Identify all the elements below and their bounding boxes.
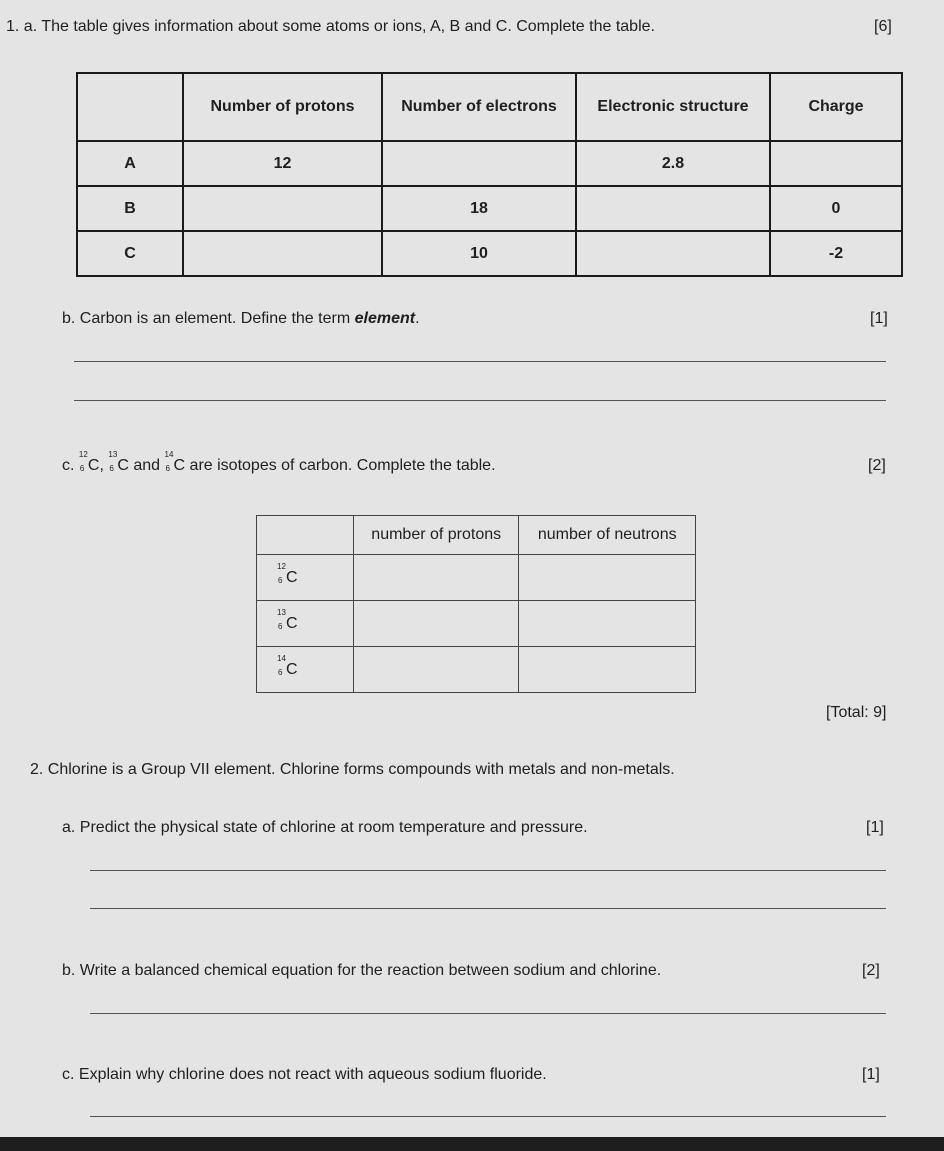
table-cell: B xyxy=(77,186,183,231)
table-row xyxy=(257,601,696,647)
table-cell: -2 xyxy=(770,231,902,276)
answer-line[interactable] xyxy=(74,400,886,401)
mass-number: 12 xyxy=(277,561,286,571)
q1b-marks: [1] xyxy=(870,310,888,327)
q1a-marks: [6] xyxy=(874,18,892,35)
mass-number: 12 xyxy=(78,450,88,459)
isotope-cell xyxy=(257,601,354,647)
q1c-marks: [2] xyxy=(868,457,886,474)
isotope-notation xyxy=(164,450,186,475)
isotope-notation xyxy=(108,450,129,475)
table-row xyxy=(77,141,902,186)
answer-line[interactable] xyxy=(90,870,886,871)
table-cell: A xyxy=(77,141,183,186)
table-cell: C xyxy=(77,231,183,276)
table-cell[interactable] xyxy=(183,231,382,276)
table-cell[interactable] xyxy=(183,186,382,231)
q1c-label: c. xyxy=(62,457,75,474)
table-cell[interactable] xyxy=(354,601,519,647)
q1b-term: element xyxy=(354,310,416,327)
table-cell[interactable] xyxy=(354,555,519,601)
element-symbol: C xyxy=(117,457,129,474)
q1b-text xyxy=(62,310,420,328)
table-header: number of neutrons xyxy=(519,516,696,555)
table-cell[interactable] xyxy=(519,555,696,601)
element-symbol: C xyxy=(286,660,298,678)
element-symbol: C xyxy=(286,568,298,586)
atomic-number: 6 xyxy=(79,464,85,473)
table-cell[interactable] xyxy=(519,647,696,693)
separator: , xyxy=(99,457,104,474)
table-row xyxy=(77,186,902,231)
table-cell[interactable] xyxy=(770,141,902,186)
table-header xyxy=(257,516,354,555)
screen-bezel xyxy=(0,1137,944,1151)
table-header: Number of electrons xyxy=(382,73,576,141)
atomic-number: 6 xyxy=(278,575,283,585)
q2c-marks: [1] xyxy=(862,1066,880,1083)
q1b-text-pre: b. Carbon is an element. Define the term xyxy=(62,310,355,327)
table-cell: 18 xyxy=(382,186,576,231)
mass-number: 13 xyxy=(108,450,118,459)
mass-number: 13 xyxy=(277,607,286,617)
q2a-text: a. Predict the physical state of chlorine at room temperature and pressure. xyxy=(62,819,588,836)
isotopes-table xyxy=(256,515,696,693)
table-cell: 12 xyxy=(183,141,382,186)
q1-stem xyxy=(6,18,655,36)
table-cell: 0 xyxy=(770,186,902,231)
atomic-number: 6 xyxy=(278,667,283,677)
q2b-text: b. Write a balanced chemical equation for the reaction between sodium and chlorine. xyxy=(62,962,662,979)
q2-stem: 2. Chlorine is a Group VII element. Chlorine forms compounds with metals and non-metals. xyxy=(30,761,675,778)
answer-line[interactable] xyxy=(90,1013,886,1014)
q2a-marks: [1] xyxy=(866,819,884,836)
table-header: Charge xyxy=(770,73,902,141)
table-cell: 10 xyxy=(382,231,576,276)
answer-line[interactable] xyxy=(90,908,886,909)
isotope-notation xyxy=(78,450,100,475)
isotope-cell xyxy=(257,647,354,693)
answer-line[interactable] xyxy=(74,361,886,362)
table-row xyxy=(257,647,696,693)
atomic-number: 6 xyxy=(278,621,283,631)
table-cell[interactable] xyxy=(382,141,576,186)
separator: and xyxy=(128,457,161,474)
table-cell[interactable] xyxy=(576,231,770,276)
mass-number: 14 xyxy=(277,653,286,663)
table-header: number of protons xyxy=(354,516,519,555)
element-symbol: C xyxy=(87,457,100,474)
table-cell[interactable] xyxy=(354,647,519,693)
q1b-text-post: . xyxy=(415,310,420,327)
q2b-marks: [2] xyxy=(862,962,880,979)
table-header: Number of protons xyxy=(183,73,382,141)
isotope-cell xyxy=(257,555,354,601)
element-symbol: C xyxy=(173,457,186,474)
q2c-text: c. Explain why chlorine does not react with aqueous sodium fluoride. xyxy=(62,1066,547,1083)
table-cell: 2.8 xyxy=(576,141,770,186)
table-header xyxy=(77,73,183,141)
mass-number: 14 xyxy=(164,450,174,459)
table-row xyxy=(77,231,902,276)
table-header: Electronic structure xyxy=(576,73,770,141)
question-number: 1. xyxy=(6,18,20,35)
table-cell[interactable] xyxy=(576,186,770,231)
atoms-ions-table xyxy=(76,72,903,277)
q1a-text: a. The table gives information about some atoms or ions, A, B and C. Complete the table. xyxy=(23,18,655,35)
q1c-instruction: are isotopes of carbon. Complete the table. xyxy=(189,457,496,474)
element-symbol: C xyxy=(286,614,298,632)
answer-line[interactable] xyxy=(90,1116,886,1117)
table-cell[interactable] xyxy=(519,601,696,647)
q1-total: [Total: 9] xyxy=(826,704,887,721)
atomic-number: 6 xyxy=(109,464,114,473)
atomic-number: 6 xyxy=(165,464,170,473)
q1c-text xyxy=(62,450,496,475)
table-row xyxy=(257,555,696,601)
